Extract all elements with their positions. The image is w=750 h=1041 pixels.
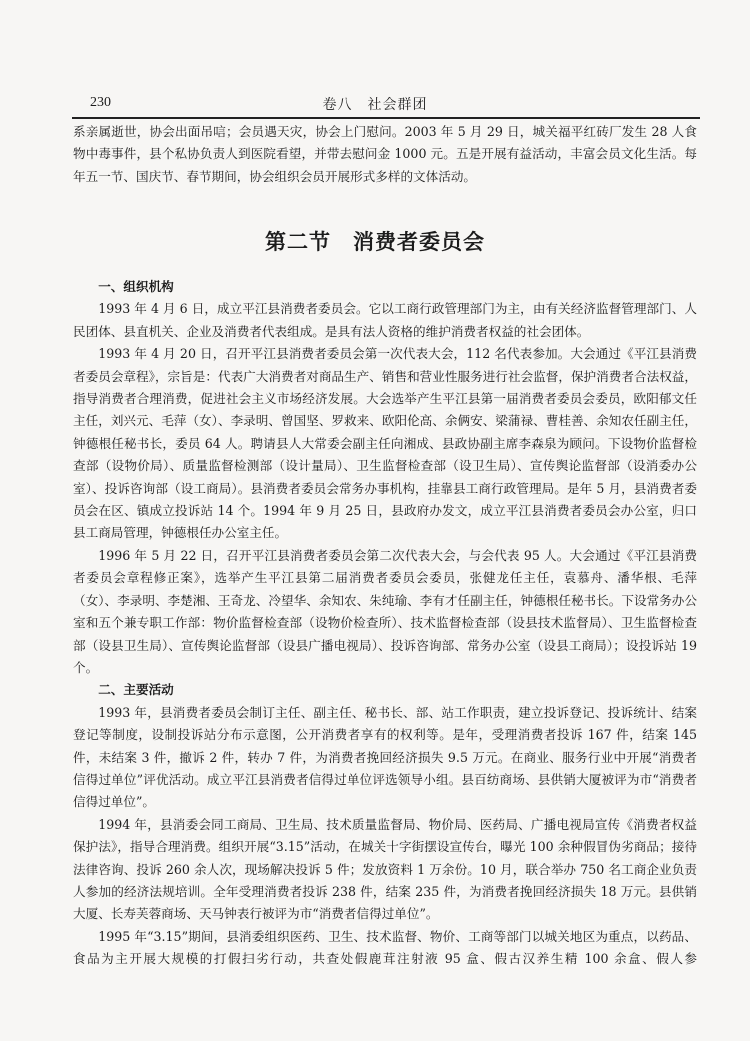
paragraph: 1993 年 4 月 20 日，召开平江县消费者委员会第一次代表大会，112 名代表参加。大会通过《平江县消费者委员会章程》，宗旨是：代表广大消费者对商品生产、销售和营业性服务进行社会监督，保护消费者合法权益，指导消费者合理消费，促进社会主义市场经济发展。大会选举产生平江县第一届消费者委员会委员，欧阳郁文任主任，刘兴元、毛萍（女）、李录明、曾国坚、罗救来、欧阳伦高、余俩安、梁蒲禄、曹桂善、余知农任副主任，钟德根任秘书长，委员 64 人。聘请县人大常委会副主任向湘成、县政协副主席李森泉为顾问。下设物价监督检查部（设物价局）、质量监督检测部（设计量局）、卫生监督检查部（设卫生局）、宣传舆论监督部（设消委办公室）、投诉咨询部（设工商局）。县消费者委员会常务办事机构，挂靠县工商行政管理局。是年 5 月，县消费者委员会在区、镇成立投诉站 14 个。1994 年 9 月 25 日，县政府办发文，成立平江县消费者委员会办公室，归口县工商局管理，钟德根任办公室主任。 xyxy=(73,346,697,541)
header-rule xyxy=(72,117,700,119)
running-head: 卷八 社会群团 xyxy=(322,97,428,113)
paragraph: 1993 年，县消费者委员会制订主任、副主任、秘书长、部、站工作职责，建立投诉登记、投诉统计、结案登记等制度，设制投诉站分布示意图，公开消费者享有的权利等。是年，受理消费者投诉 167 件，结案 145 件，未结案 3 件，撤诉 2 件，转办 7 件，为消费者挽回经济损失 9.5 万元。在商业、服务行业中开展“消费者信得过单位”评优活动。成立平江县消费者信得过单位评选领导小组。县百纺商场、县供销大厦被评为市“消费者信得过单位”。 xyxy=(73,704,697,810)
paragraph: 1994 年，县消委会同工商局、卫生局、技术质量监督局、物价局、医药局、广播电视局宣传《消费者权益保护法》，指导合理消费。组织开展“3.15”活动，在城关十字街摆设宣传台，曝光 100 余种假冒伪劣商品；接待法律咨询、投诉 260 余人次，现场解决投诉 5 件；发放资料 1 万余份。10 月，联合举办 750 名工商企业负责人参加的经济法规培训。全年受理消费者投诉 238 件，结案 235 件，为消费者挽回经济损失 18 万元。县供销大厦、长寿芙蓉商场、天马钟表行被评为市“消费者信得过单位”。 xyxy=(73,816,697,922)
paragraph: 1996 年 5 月 22 日，召开平江县消费者委员会第二次代表大会，与会代表 95 人。大会通过《平江县消费者委员会章程修正案》，选举产生平江县第二届消费者委员会委员，张健龙任主任，袁慕舟、潘华根、毛萍（女）、李录明、李楚湘、王奇龙、冷望华、余知农、朱纯瑜、李有才任副主任，钟德根任秘书长。下设常务办公室和五个兼专职工作部：物价监督检查部（设物价检查所）、技术监督检查部（设县技术监督局）、卫生监督检查部（设县卫生局）、宣传舆论监督部（设县广播电视局）、投诉咨询部、常务办公室（设县工商局）；设投诉站 19 个。 xyxy=(73,547,697,675)
subsection-heading: 一、组织机构 xyxy=(98,279,174,294)
subsection-heading: 二、主要活动 xyxy=(98,682,174,698)
intro-block xyxy=(73,121,697,188)
section-title: 第二节 消费者委员会 xyxy=(265,230,485,254)
paragraph: 1995 年“3.15”期间，县消委组织医药、卫生、技术监督、物价、工商等部门以城关地区为重点，以药品、食品为主开展大规模的打假扫劣行动，共查处假鹿茸注射液 95 盒、假古汉养生精 100 余盒、假人参 xyxy=(73,928,697,967)
section-body xyxy=(73,276,697,971)
intro-paragraph: 系亲属逝世，协会出面吊唁；会员遇天灾，协会上门慰问。2003 年 5 月 29 日，城关福平红砖厂发生 28 人食物中毒事件，县个私协负责人到医院看望，并带去慰问金 1000 元。五是开展有益活动，丰富会员文化生活。每年五一节、国庆节、春节期间，协会组织会员开展形式多样的文体活动。 xyxy=(73,124,697,184)
page-number: 230 xyxy=(90,95,111,110)
paragraph: 1993 年 4 月 6 日，成立平江县消费者委员会。它以工商行政管理部门为主，由有关经济监督管理部门、人民团体、县直机关、企业及消费者代表组成。是具有法人资格的维护消费者权益的社会团体。 xyxy=(73,301,697,339)
